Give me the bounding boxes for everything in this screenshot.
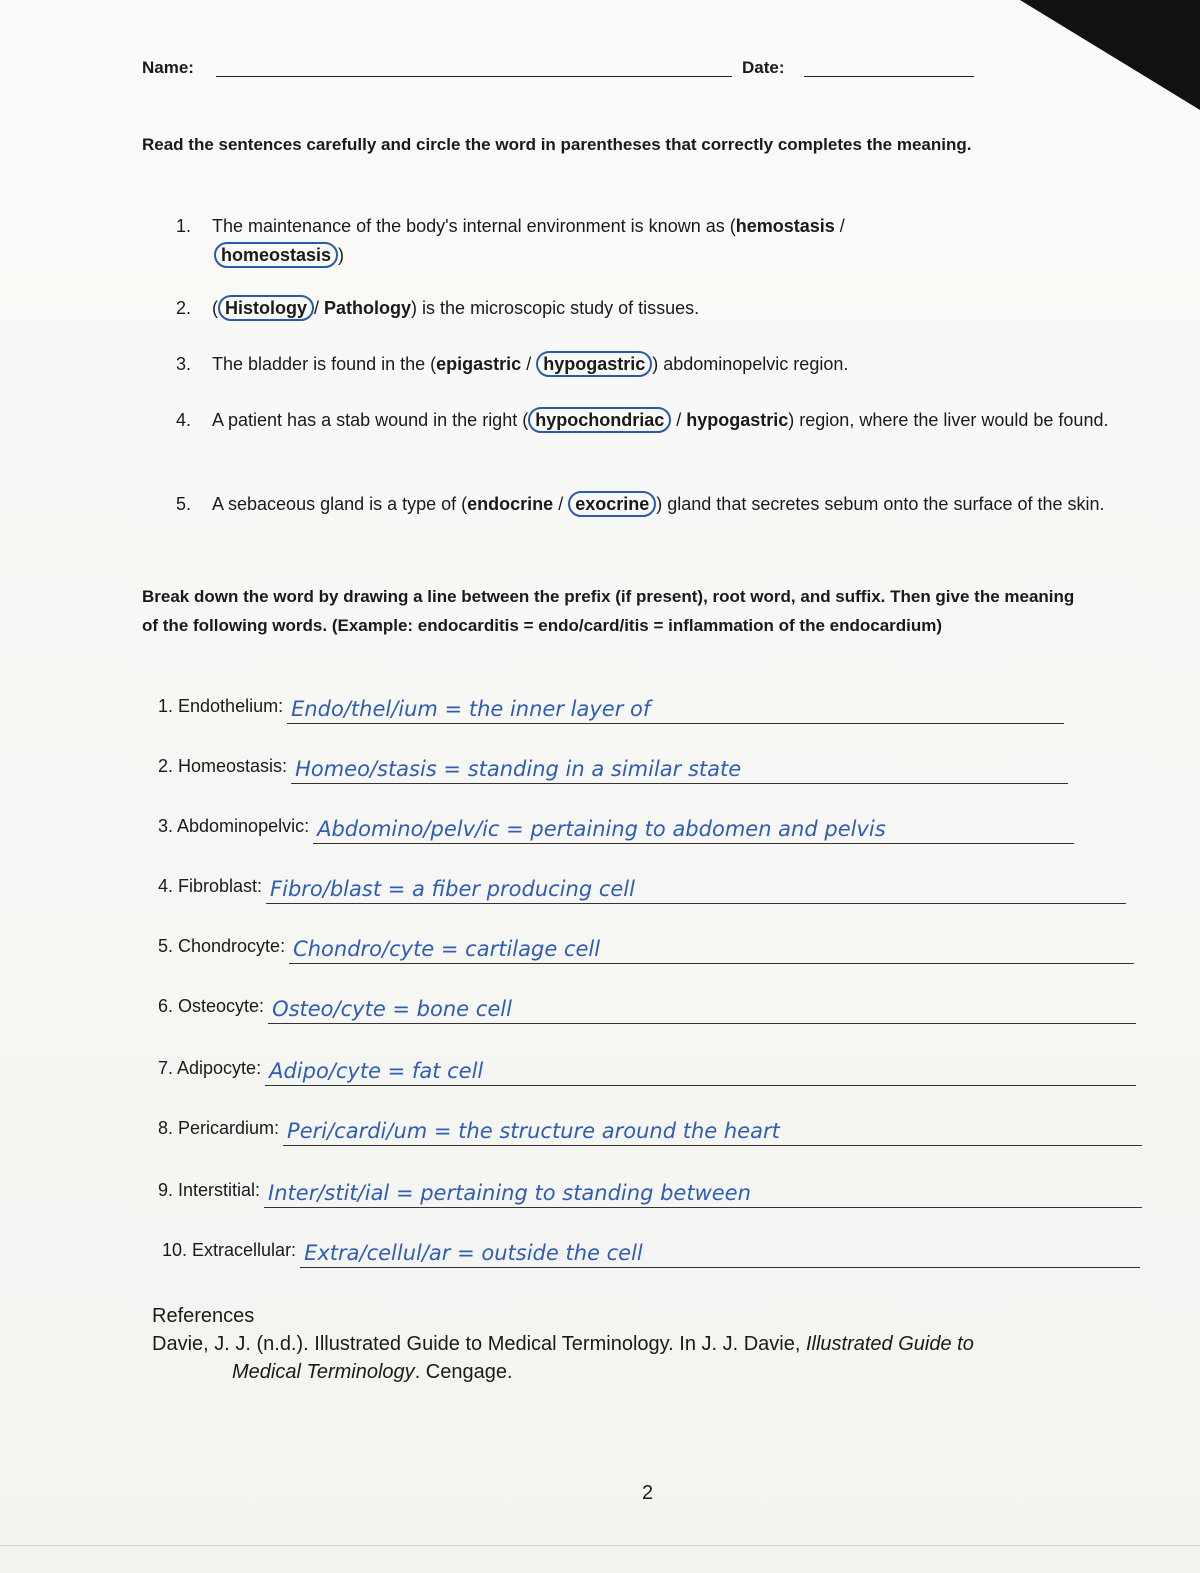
question-4: 4. A patient has a stab wound in the right ( hypochondriac / hypogastric) region, where the liver would be found.	[176, 406, 1116, 435]
scan-edge-line	[0, 1545, 1200, 1546]
name-label: Name:	[142, 58, 194, 77]
word-line-9: 9. Interstitial: Inter/stit/ial = pertaining to standing between	[158, 1176, 1142, 1208]
handwritten-answer[interactable]: Chondro/cyte = cartilage cell	[289, 935, 1134, 964]
circled-answer: exocrine	[568, 491, 656, 517]
circled-answer: hypochondriac	[528, 407, 671, 433]
handwritten-answer[interactable]: Inter/stit/ial = pertaining to standing between	[264, 1179, 1142, 1208]
handwritten-answer[interactable]: Extra/cellul/ar = outside the cell	[300, 1239, 1140, 1268]
date-label: Date:	[742, 58, 785, 77]
word-line-2: 2. Homeostasis: Homeo/stasis = standing in a similar state	[158, 752, 1068, 784]
handwritten-answer[interactable]: Fibro/blast = a fiber producing cell	[266, 875, 1126, 904]
handwritten-answer[interactable]: Homeo/stasis = standing in a similar state	[291, 755, 1068, 784]
question-5: 5. A sebaceous gland is a type of (endocrine / exocrine ) gland that secretes sebum onto the surface of the skin.	[176, 490, 1116, 519]
section1-instruction: Read the sentences carefully and circle the word in parentheses that correctly completes the meaning.	[142, 135, 972, 154]
section2-instruction: Break down the word by drawing a line between the prefix (if present), root word, and suffix. Then give the meaning of the following words. (Example: endocarditis = endo/card/itis = inflammation of the endocardium)	[142, 587, 1075, 635]
handwritten-answer[interactable]: Adipo/cyte = fat cell	[265, 1057, 1136, 1086]
name-line	[216, 76, 732, 77]
word-line-3: 3. Abdominopelvic: Abdomino/pelv/ic = pertaining to abdomen and pelvis	[158, 812, 1074, 844]
word-line-10: 10. Extracellular: Extra/cellul/ar = outside the cell	[162, 1236, 1140, 1268]
handwritten-answer[interactable]: Osteo/cyte = bone cell	[268, 995, 1136, 1024]
handwritten-answer[interactable]: Endo/thel/ium = the inner layer of	[287, 695, 1064, 724]
word-line-6: 6. Osteocyte: Osteo/cyte = bone cell	[158, 992, 1136, 1024]
handwritten-answer[interactable]: Abdomino/pelv/ic = pertaining to abdomen and pelvis	[313, 815, 1074, 844]
circled-answer: hypogastric	[536, 351, 652, 377]
circled-answer: Histology	[218, 295, 314, 321]
question-2: 2. ( Histology / Pathology) is the microscopic study of tissues.	[176, 294, 1116, 323]
references-heading: References	[152, 1305, 255, 1327]
handwritten-answer[interactable]: Peri/cardi/um = the structure around the heart	[283, 1117, 1142, 1146]
question-3: 3. The bladder is found in the (epigastric / hypogastric ) abdominopelvic region.	[176, 350, 1116, 379]
scan-corner-shadow	[1020, 0, 1200, 110]
word-line-1: 1. Endothelium: Endo/thel/ium = the inner layer of	[158, 692, 1064, 724]
question-1: 1. The maintenance of the body's internal environment is known as (hemostasis / homeostasis )	[176, 212, 1116, 270]
circled-answer: homeostasis	[214, 242, 338, 268]
word-line-7: 7. Adipocyte: Adipo/cyte = fat cell	[158, 1054, 1136, 1086]
word-line-5: 5. Chondrocyte: Chondro/cyte = cartilage cell	[158, 932, 1134, 964]
word-line-8: 8. Pericardium: Peri/cardi/um = the structure around the heart	[158, 1114, 1142, 1146]
page-number: 2	[642, 1482, 654, 1504]
references: References Davie, J. J. (n.d.). Illustrated Guide to Medical Terminology. In J. J. Davie, Illustrated Guide to Medical Terminology. Cengage.	[152, 1305, 974, 1383]
date-line	[804, 76, 974, 77]
word-line-4: 4. Fibroblast: Fibro/blast = a fiber producing cell	[158, 872, 1126, 904]
